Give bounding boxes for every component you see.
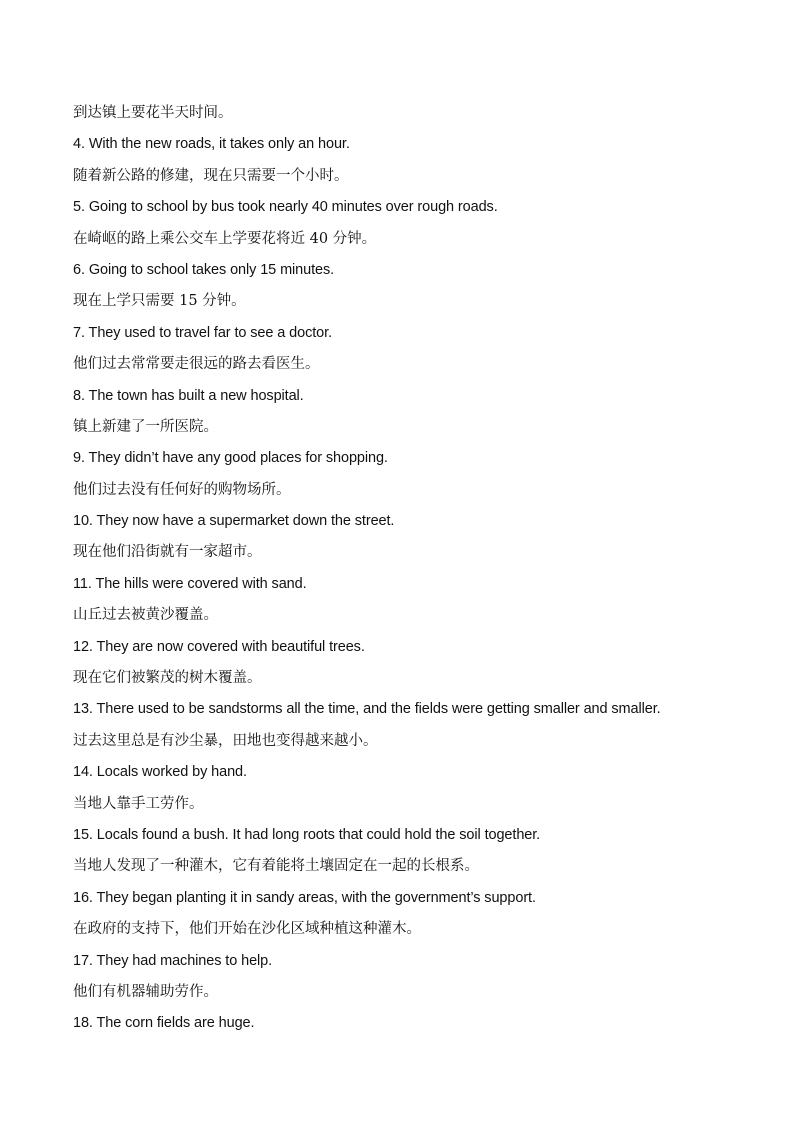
- translation-line: 当地人靠手工劳作。: [73, 795, 204, 812]
- sentence-line: 6. Going to school takes only 15 minutes.: [73, 261, 335, 278]
- translation-line: 到达镇上要花半天时间。: [73, 105, 233, 121]
- translation-line: 在崎岖的路上乘公交车上学要花将近 40 分钟。: [73, 230, 377, 247]
- translation-line: 随着新公路的修建，现在只需要一个小时。: [73, 167, 349, 184]
- sentence-line: 12. They are now covered with beautiful trees.: [73, 638, 365, 655]
- translation-line: 他们过去没有任何好的购物场所。: [73, 481, 291, 498]
- document-body: [73, 102, 773, 1044]
- sentence-line: 4. With the new roads, it takes only an hour.: [73, 136, 350, 153]
- sentence-line: 5. Going to school by bus took nearly 40 minutes over rough roads.: [73, 199, 498, 216]
- sentence-line: 9. They didn’t have any good places for shopping.: [73, 450, 388, 467]
- translation-line: 现在它们被繁茂的树木覆盖。: [73, 670, 262, 687]
- sentence-line: 8. The town has built a new hospital.: [73, 387, 304, 404]
- sentence-line: 18. The corn fields are huge.: [73, 1015, 255, 1032]
- translation-line: 现在他们沿街就有一家超市。: [73, 544, 262, 561]
- translation-line: 镇上新建了一所医院。: [73, 418, 218, 435]
- sentence-line: 14. Locals worked by hand.: [73, 764, 247, 781]
- translation-line: 现在上学只需要 15 分钟。: [73, 293, 246, 310]
- sentence-line: 7. They used to travel far to see a doctor.: [73, 324, 333, 341]
- sentence-line: 10. They now have a supermarket down the street.: [73, 513, 395, 530]
- sentence-line: 17. They had machines to help.: [73, 952, 273, 969]
- translation-line: 他们有机器辅助劳作。: [73, 983, 218, 1000]
- sentence-line: 11. The hills were covered with sand.: [73, 575, 307, 592]
- translation-line: 他们过去常常要走很远的路去看医生。: [73, 356, 320, 373]
- sentence-line: 15. Locals found a bush. It had long roots that could hold the soil together.: [73, 826, 541, 843]
- sentence-line: 16. They began planting it in sandy areas, with the government’s support.: [73, 889, 536, 906]
- translation-line: 当地人发现了一种灌木，它有着能将土壤固定在一起的长根系。: [73, 858, 479, 875]
- translation-line: 山丘过去被黄沙覆盖。: [73, 607, 218, 624]
- translation-line: 在政府的支持下，他们开始在沙化区域种植这种灌木。: [73, 921, 421, 938]
- sentence-line: 13. There used to be sandstorms all the time, and the fields were getting smaller and smaller.: [73, 701, 661, 718]
- translation-line: 过去这里总是有沙尘暴，田地也变得越来越小。: [73, 732, 378, 749]
